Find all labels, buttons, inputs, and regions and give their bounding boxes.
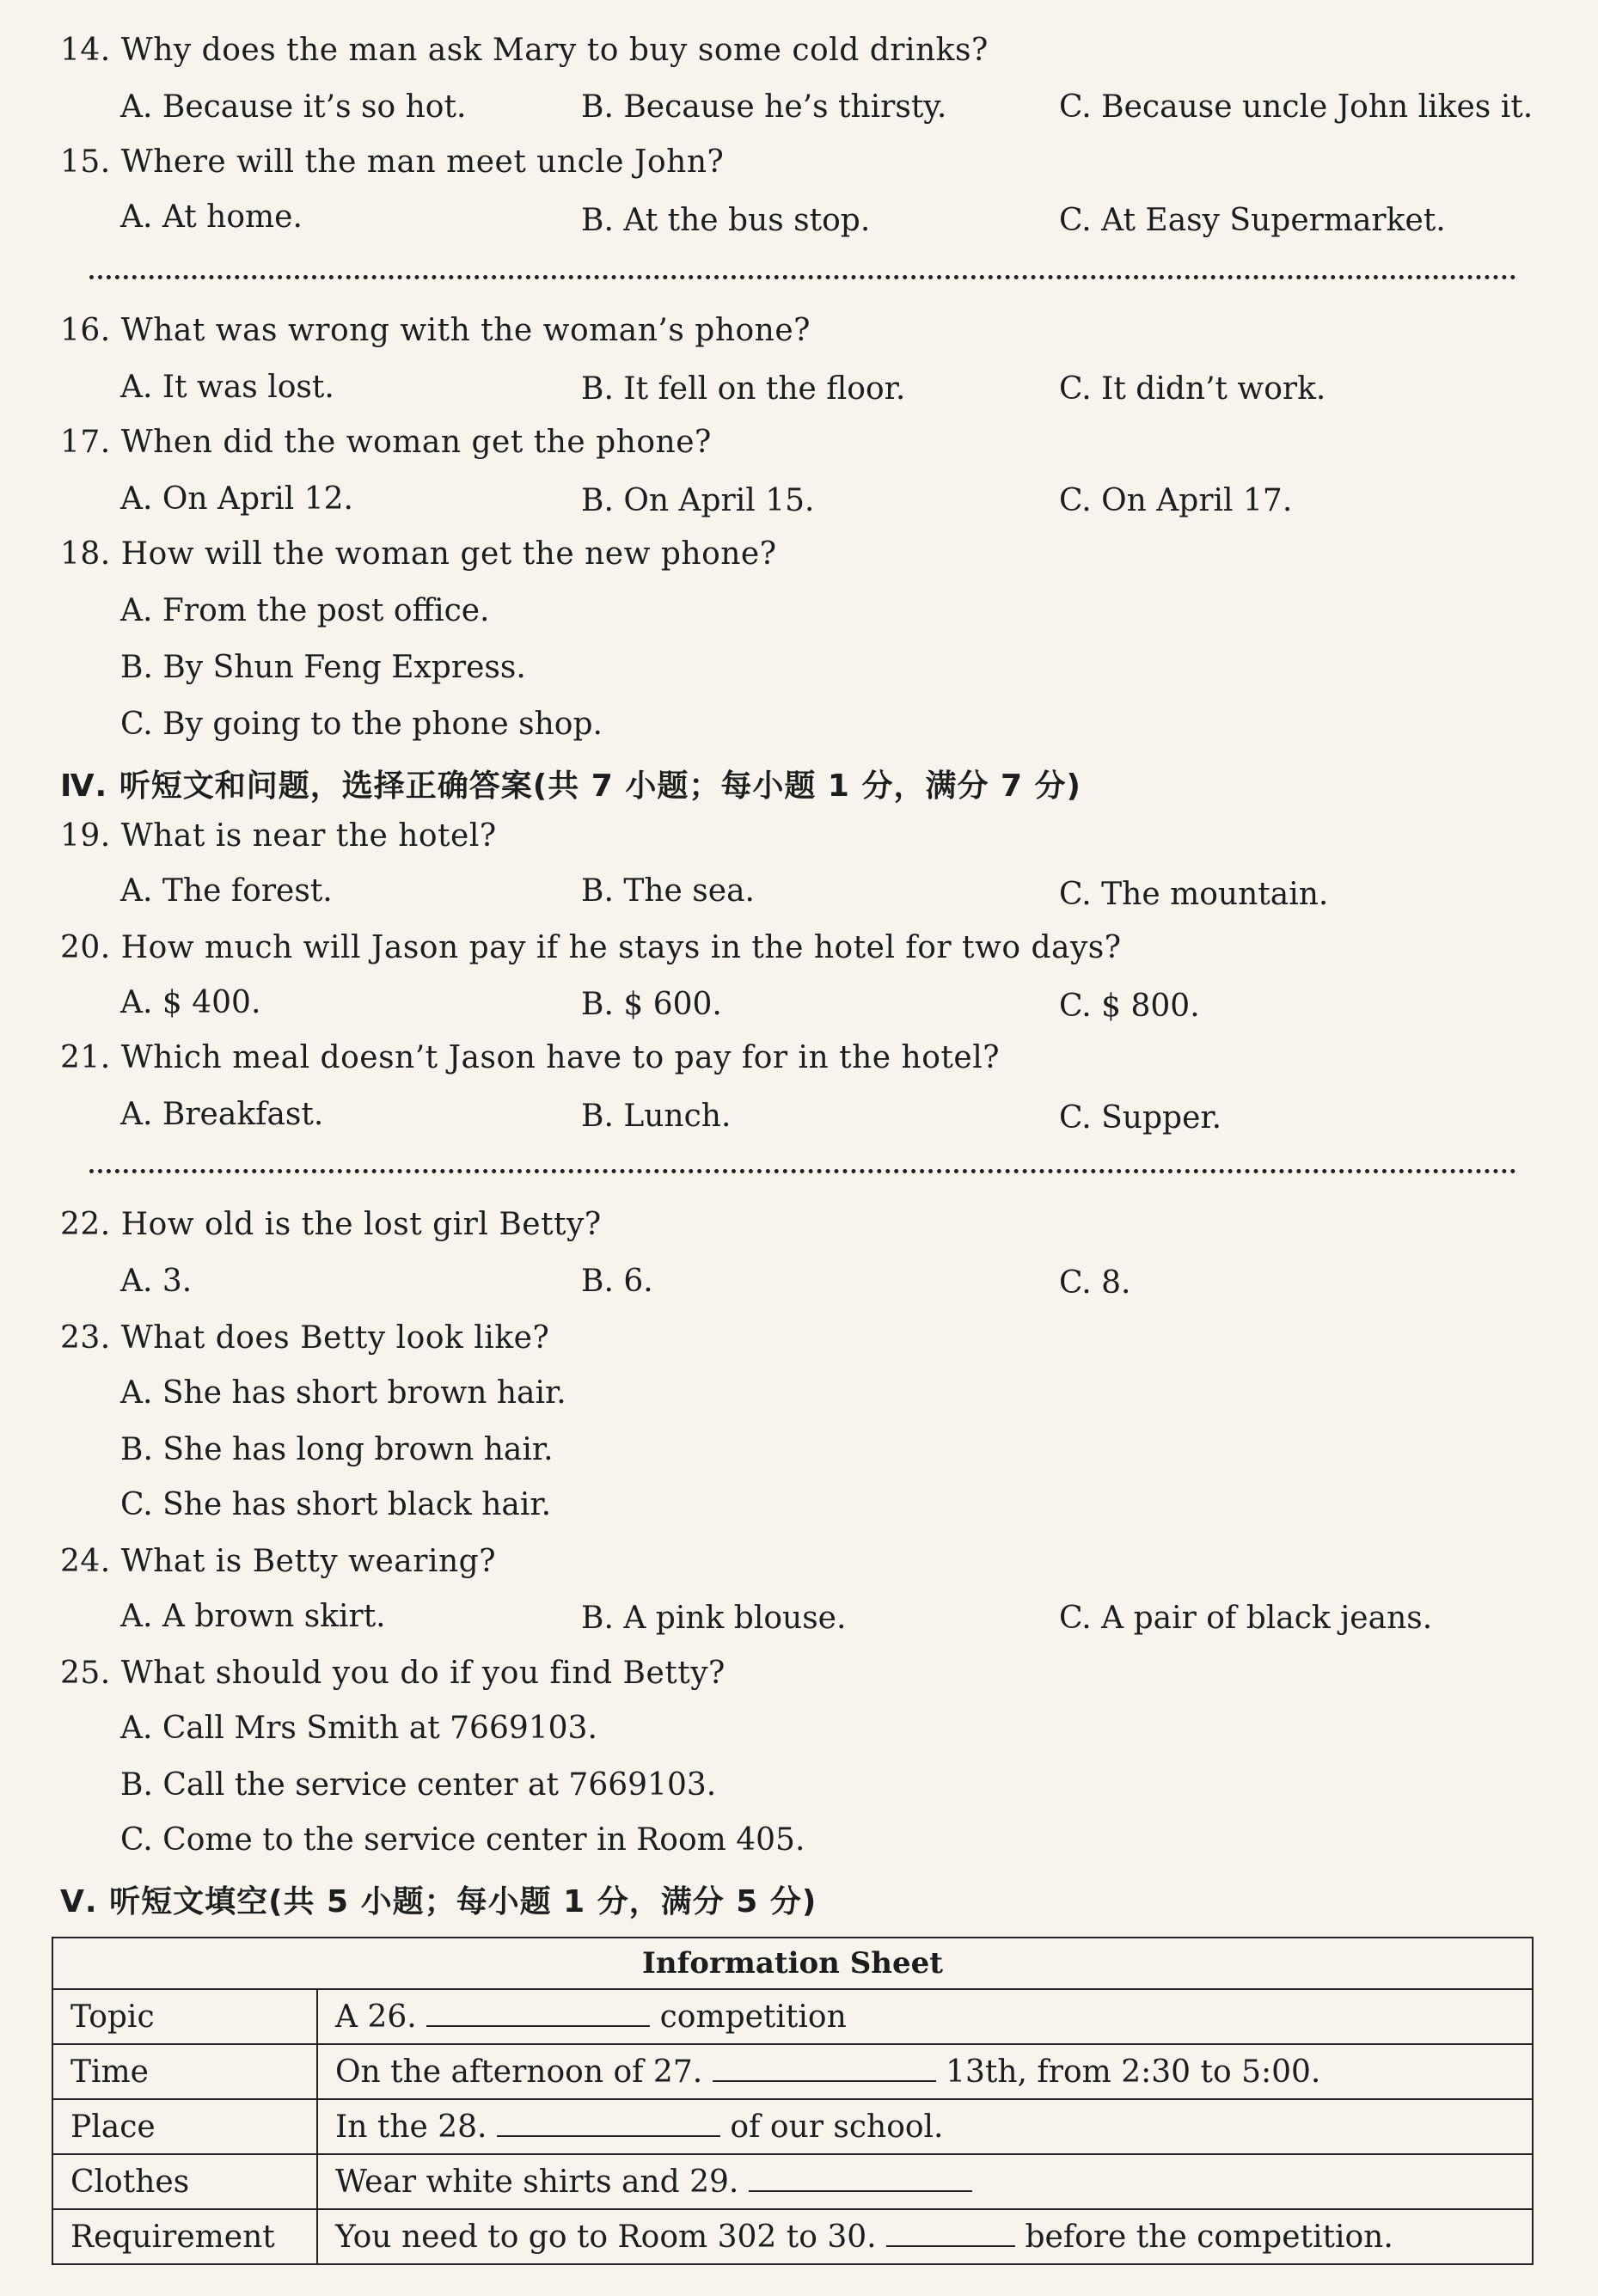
option-18b: B. By Shun Feng Express. [120, 650, 526, 685]
option-24c: C. A pair of black jeans. [1059, 1601, 1433, 1636]
option-23c: C. She has short black hair. [120, 1487, 552, 1522]
option-16b: B. It fell on the floor. [581, 371, 906, 407]
fill-text: In the 28. [335, 2109, 487, 2145]
option-14b: B. Because he’s thirsty. [581, 89, 947, 125]
table-row [52, 2209, 1533, 2264]
option-22a: A. 3. [120, 1264, 193, 1299]
question-14: 14. Why does the man ask Mary to buy some cold drinks? [60, 33, 989, 68]
fill-text: 13th, from 2:30 to 5:00. [946, 2054, 1321, 2090]
option-25c: C. Come to the service center in Room 405. [120, 1822, 805, 1858]
option-25a: A. Call Mrs Smith at 7669103. [120, 1711, 597, 1746]
row-label: Requirement [52, 2209, 317, 2264]
option-21a: A. Breakfast. [120, 1097, 324, 1132]
option-17b: B. On April 15. [581, 483, 815, 518]
option-22b: B. 6. [581, 1264, 653, 1299]
row-content [317, 2044, 1533, 2099]
answer-blank-29[interactable] [749, 2164, 972, 2192]
answer-blank-28[interactable] [497, 2109, 720, 2137]
row-content [317, 2209, 1533, 2264]
option-16a: A. It was lost. [120, 370, 334, 405]
row-content [317, 2154, 1533, 2209]
option-19a: A. The forest. [120, 873, 333, 909]
option-17c: C. On April 17. [1059, 483, 1293, 518]
option-23b: B. She has long brown hair. [120, 1432, 554, 1467]
question-25: 25. What should you do if you find Betty? [60, 1656, 726, 1691]
option-19c: C. The mountain. [1059, 877, 1329, 912]
fill-text: A 26. [335, 1999, 417, 2035]
question-18: 18. How will the woman get the new phone? [60, 536, 777, 572]
question-21: 21. Which meal doesn’t Jason have to pay for in the hotel? [60, 1040, 1001, 1075]
option-15c: C. At Easy Supermarket. [1059, 203, 1446, 238]
fill-text: competition [659, 1999, 847, 2035]
question-22: 22. How old is the lost girl Betty? [60, 1207, 602, 1242]
option-20c: C. $ 800. [1059, 989, 1200, 1024]
section-4-heading: Ⅳ. 听短文和问题，选择正确答案(共 7 小题；每小题 1 分，满分 7 分) [60, 768, 1082, 804]
option-15a: A. At home. [120, 199, 303, 235]
question-17: 17. When did the woman get the phone? [60, 425, 712, 460]
option-24b: B. A pink blouse. [581, 1601, 847, 1636]
option-16c: C. It didn’t work. [1059, 371, 1326, 407]
table-row [52, 1989, 1533, 2044]
fill-text: before the competition. [1025, 2219, 1393, 2255]
option-25b: B. Call the service center at 7669103. [120, 1767, 717, 1803]
row-label: Place [52, 2099, 317, 2154]
option-15b: B. At the bus stop. [581, 203, 871, 238]
information-sheet-table [52, 1937, 1534, 2265]
question-20: 20. How much will Jason pay if he stays in the hotel for two days? [60, 930, 1122, 965]
option-22c: C. 8. [1059, 1265, 1131, 1301]
question-19: 19. What is near the hotel? [60, 818, 497, 854]
dotted-separator [89, 1169, 1516, 1173]
row-label: Time [52, 2044, 317, 2099]
table-row [52, 2044, 1533, 2099]
option-20b: B. $ 600. [581, 987, 722, 1022]
row-content [317, 1989, 1533, 2044]
question-16: 16. What was wrong with the woman’s phone? [60, 313, 811, 348]
answer-blank-30[interactable] [886, 2219, 1015, 2247]
answer-blank-27[interactable] [713, 2054, 936, 2082]
table-row [52, 2099, 1533, 2154]
option-24a: A. A brown skirt. [120, 1599, 386, 1634]
question-15: 15. Where will the man meet uncle John? [60, 144, 725, 180]
row-content [317, 2099, 1533, 2154]
table-row [52, 2154, 1533, 2209]
option-18a: A. From the post office. [120, 593, 490, 628]
question-23: 23. What does Betty look like? [60, 1320, 550, 1356]
question-24: 24. What is Betty wearing? [60, 1544, 496, 1579]
table-title: Information Sheet [52, 1938, 1533, 1989]
answer-blank-26[interactable] [426, 1999, 650, 2027]
option-17a: A. On April 12. [120, 481, 354, 517]
option-21b: B. Lunch. [581, 1099, 732, 1134]
option-18c: C. By going to the phone shop. [120, 707, 603, 742]
fill-text: of our school. [730, 2109, 944, 2145]
option-20a: A. $ 400. [120, 985, 261, 1020]
option-14c: C. Because uncle John likes it. [1059, 89, 1534, 125]
option-23a: A. She has short brown hair. [120, 1375, 566, 1411]
section-5-heading: Ⅴ. 听短文填空(共 5 小题；每小题 1 分，满分 5 分) [60, 1884, 817, 1919]
fill-text: On the afternoon of 27. [335, 2054, 703, 2090]
option-14a: A. Because it’s so hot. [120, 89, 467, 125]
fill-text: You need to go to Room 302 to 30. [335, 2219, 877, 2255]
row-label: Clothes [52, 2154, 317, 2209]
option-19b: B. The sea. [581, 873, 755, 909]
fill-text: Wear white shirts and 29. [335, 2164, 739, 2200]
dotted-separator [89, 275, 1516, 279]
option-21c: C. Supper. [1059, 1100, 1222, 1136]
row-label: Topic [52, 1989, 317, 2044]
